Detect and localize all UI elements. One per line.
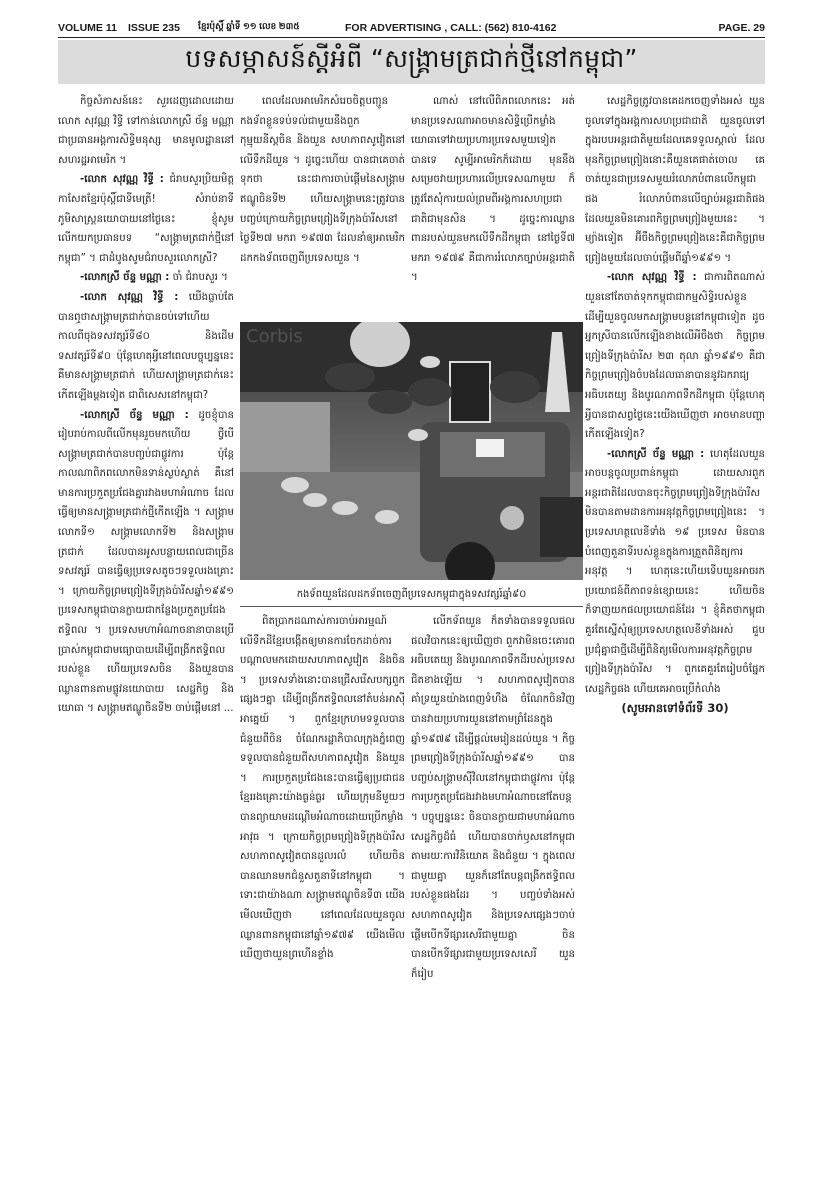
- column-2-bottom: [240, 612, 405, 965]
- speaker-label: -លោក សុវណ្ណ វិទ្ធី :: [80, 291, 179, 303]
- paragraph-text: ដូចខ្ញុំបានរៀបរាប់កាលពីលើកមុនរួចមកហើយ ថ្វីបើសង្គ្រាមត្រជាក់បានបញ្ចប់ជាផ្លូវការ ប៉ុន្តែកាលណាពិភពលោកមិនទាន់ស្ងប់ស្ងាត់ គឺនៅមានការប្រកួតប្រជែងគ្នារវាងមហាអំណាច ដែលធ្វើឲ្យមានសង្គ្រាមត្រជាក់ថ្មីកើតឡើង ។ សង្គ្រាមលោកទី១ សង្គ្រាមលោកទី២ និងសង្គ្រាមត្រជាក់ ដែលបានអូសបន្លាយពេលជាច្រើនទសវត្សរ៍ បានធ្វើឲ្យប្រទេសតូចៗទទួលរងគ្រោះ ។ ក្រោយកិច្ចព្រមព្រៀងទីក្រុងប៉ារីសឆ្នាំ១៩៩១ ប្រទេសកម្ពុជាបានក្លាយជាកន្លែងប្រកួតប្រជែងឥទ្ធិពល ។ ប្រទេសមហាអំណាចនានាបានប្រើប្រាស់កម្ពុជាជាមធ្យោបាយដើម្បីពង្រីកឥទ្ធិពលរបស់ខ្លួន ហើយប្រទេសចិន និងយួនបានឈ្លានពានតាមផ្លូវនយោបាយ សេដ្ឋកិច្ច និងយោធា ។ សង្គ្រាមឥណ្ឌូចិនទី២ ចាប់ផ្ដើមនៅ ...: [58, 409, 234, 715]
- column-3-bottom: [411, 612, 575, 984]
- paragraph-text: លើកទ័ពយួន ក៏តទាំងបានទទួលផល ផលវិបាកនេះឲ្យឃើញថា ពួកវាមិនចេះគោរពអធិបតេយ្យ និងបូរណភាពទឹកដីរបស់ប្រទេសជិតខាងឡើយ ។ សហភាពសូវៀតបានគាំទ្រយួនយ៉ាងពេញទំហឹង ចំណែកចិនវិញបានវាយប្រហារយួននៅតាមព្រំដែនក្នុងឆ្នាំ១៩៧៩ ដើម្បីផ្ដល់មេរៀនដល់យួន ។ កិច្ចព្រមព្រៀងទីក្រុងប៉ារីសឆ្នាំ១៩៩១ បានបញ្ចប់សង្គ្រាមស៊ីវិលនៅកម្ពុជាជាផ្លូវការ ប៉ុន្តែការប្រកួតប្រជែងរវាងមហាអំណាចនៅតែបន្ត ។ បច្ចុប្បន្ននេះ ចិនបានក្លាយជាមហាអំណាចសេដ្ឋកិច្ចដ៏ធំ ហើយបានចាក់ឫសនៅកម្ពុជា តាមរយៈការវិនិយោគ និងជំនួយ ។ ក្នុងពេលជាមួយគ្នា យួនក៏នៅតែបន្តពង្រីកឥទ្ធិពលរបស់ខ្លួនផងដែរ ។ បញ្ចប់ទាំងអស់ សហភាពសូវៀត និងប្រទេសផ្សេងៗចាប់ផ្ដើមបើកទីផ្សារសេរីជាមួយគ្នា ចិន បានបើកទីផ្សារជាមួយប្រទេសសេរី យួនក៏រៀប: [411, 616, 576, 980]
- paragraph: [585, 445, 765, 700]
- paragraph-text: ពិតប្រាកដណាស់ការចាប់អារម្មណ៍លើទឹកដីខ្មែរបង្កើតឲ្យមានការចែកដាច់ការបណ្ដាលមកដោយសហភាពសូវៀត និងចិន ។ ប្រទេសទាំងនោះបានជ្រើសរើសបក្សពួកផ្សេងៗគ្នា ដើម្បីពង្រីកឥទ្ធិពលនៅតំបន់អាស៊ីអាគ្នេយ៍ ។ ពួកខ្មែរក្រហមទទួលបានជំនួយពីចិន ចំណែករដ្ឋាភិបាលក្រុងភ្នំពេញទទួលបានជំនួយពីសហភាពសូវៀត និងយួន ។ ការប្រកួតប្រជែងនេះបានធ្វើឲ្យប្រជាជនខ្មែររងគ្រោះយ៉ាងធ្ងន់ធ្ងរ ហើយក្រុមនីមួយៗបានព្យាយាមដណ្ដើមអំណាចដោយប្រើកម្លាំងអាវុធ ។ ក្រោយកិច្ចព្រមព្រៀងទីក្រុងប៉ារីស សហភាពសូវៀតបានដួលរលំ ហើយចិនបានឈានមកជំនួសតួនាទីនៅកម្ពុជា ។ ទោះជាយ៉ាងណា សង្គ្រាមឥណ្ឌូចិនទី៣ យើងមើលឃើញថា នៅពេលដែលយួនចូលឈ្លានពានកម្ពុជានៅឆ្នាំ១៩៧៩ យើងមើលឃើញថាយួនព្រហើនខ្លាំង: [240, 616, 405, 961]
- paragraph-text: ជំរាបសួរប្រិយមិត្តកាសែតខ្មែរប៉ុស្ដិ៍ជាទីមេត្រី! សំរាប់នាទីភូមិសាស្ត្រនយោបាយនៅថ្ងៃនេះ ខ្ញុំសូមលើកយកប្រធានបទ “សង្គ្រាមត្រជាក់ថ្មីនៅកម្ពុជា” ។ ជាដំបូងសូមជំរាបសួរលោកស្រី?: [58, 174, 234, 264]
- column-2-top: [240, 92, 405, 268]
- title-banner: [58, 40, 765, 84]
- continued-note: (សូមអានទៅទំព័រទី 30): [621, 701, 729, 716]
- column-1: [58, 92, 234, 1162]
- paragraph-text: ណាស់ នៅលើពិភពលោកនេះ អត់មានប្រទេសណាអាចមានសិទ្ធិប្រើកម្លាំងយោធាទៅវាយប្រហារប្រទេសមួយទៀតបានទេ សូម្បីអាមេរិកក៏ដោយ មុននឹងសម្រេចវាយប្រហារលើប្រទេសណាមួយ ក៏ត្រូវតែសុំការយល់ព្រមពីអង្គការសហប្រជាជាតិជាមុនសិន ។ ដូច្នេះការឈ្លានពានរបស់យួនមកលើទឹកដីកម្ពុជា នៅថ្ងៃទី៧ មករា ១៩៧៩ គឺជាការរំលោភច្បាប់អន្តរជាតិ ។: [411, 96, 575, 284]
- paragraph: [58, 92, 234, 170]
- paragraph: [240, 92, 405, 268]
- paragraph: [585, 268, 765, 444]
- paragraph: [58, 288, 234, 406]
- volume-label: VOLUME 11: [58, 22, 117, 34]
- svg-text:Corbis: Corbis: [246, 326, 303, 347]
- advertising-contact: FOR ADVERTISING , CALL: (562) 810-4162: [345, 22, 557, 34]
- paragraph: [585, 92, 765, 268]
- paragraph: [58, 268, 234, 288]
- column-3-top: [411, 92, 575, 288]
- truck-soldiers-photo-icon: [240, 322, 583, 580]
- paragraph-text: កិច្ចសំភាសន៍នេះ សួរដេញដោលដោយលោក សុវណ្ណ វិទ្ធី ទៅកាន់លោកស្រី ច័ន្ទ មណ្ណា ជាប្រធានអង្គការសិទ្ធិមនុស្ស មានមូលដ្ឋាននៅសហរដ្ឋអាមេរិក ។: [58, 96, 234, 166]
- speaker-label: -លោកស្រី ច័ន្ទ មណ្ណា :: [607, 448, 705, 460]
- paragraph: [411, 612, 575, 984]
- speaker-label: -លោក សុវណ្ណ វិទ្ធី :: [80, 174, 164, 186]
- paragraph-text: ពេលដែលអាមេរិកសំរេចចិត្តបញ្ជូនកងទ័ពខ្លួនទប់ទល់ជាមួយនឹងពួកកុម្មុយនីស្តចិន និងយួន សហភាពសូវៀតនៅលើទឹកដីយួន ។ ដូច្នេះហើយ បានជាគេចាត់ទុកថា នេះជាការចាប់ផ្ដើមនៃសង្គ្រាមឥណ្ឌូចិនទី២ ហើយសង្គ្រាមនេះត្រូវបានបញ្ចប់ក្រោយកិច្ចព្រមព្រៀងទីក្រុងប៉ារីសនៅថ្ងៃទី២៧ មករា ១៩៧៣ ដែលនាំឲ្យអាមេរិកដកកងទ័ពចេញពីប្រទេសយួន ។: [240, 96, 405, 264]
- paragraph: [58, 406, 234, 720]
- paragraph-text: ហេតុដែលយួនអាចបន្តចូលប្រពាន់កម្ពុជា ដោយសារពួកអន្តរជាតិដែលបានចុះកិច្ចព្រមព្រៀងទីក្រុងប៉ារីសមិនបានតាមដានការអនុវត្តកិច្ចព្រមព្រៀងនេះ ។ ប្រទេសហត្ថលេខីទាំង ១៩ ប្រទេស មិនបានបំពេញតួនាទីរបស់ខ្លួនក្នុងការត្រួតពិនិត្យការអនុវត្ត ។ ហេតុនេះហើយទើបយួនអាចរកប្រយោជន៍ពីភាពទន់ខ្សោយនេះ ហើយចិនក៏ទាញយកផលប្រយោជន៍ដែរ ។ ខ្ញុំគិតថាកម្ពុជាគួរតែស្នើសុំឲ្យប្រទេសហត្ថលេខីទាំងអស់ ជួបប្រជុំគ្នាជាថ្មីដើម្បីពិនិត្យមើលការអនុវត្តកិច្ចព្រមព្រៀងទីក្រុងប៉ារីស ។ ពួកគេគួរតែរៀបចំផ្នែកសេដ្ឋកិច្ចផង ហើយគេអាចប្រើកំលាំង: [585, 448, 765, 695]
- paragraph-text: យើងធ្លាប់តែបានឮថាសង្គ្រាមត្រជាក់បានចប់ទៅហើយ កាលពីចុងទសវត្សរ៍ទី៨០ និងដើមទសវត្សរ៍ទី៩០ ប៉ុន្តែហេតុអ្វីនៅពេលបច្ចុប្បន្ននេះ គឺមានសង្គ្រាមត្រជាក់ ហើយសង្គ្រាមត្រជាក់នេះកើតឡើងម្ដងទៀត ជាពិសេសនៅកម្ពុជា?: [58, 291, 234, 401]
- paragraph: [411, 92, 575, 288]
- paragraph: [240, 612, 405, 965]
- paragraph-text: ចាំ ជំរាបសួរ ។: [169, 272, 228, 284]
- paragraph-text: ជាការពិតណាស់ យួននៅតែចាត់ទុកកម្ពុជាជាកម្មសិទ្ធិរបស់ខ្លួន ដើម្បីយួនចូលមកសង្គ្រាមបន្តនៅកម្ពុជាទៀត ដូចអ្នកស្រីបានលើកឡើងខាងលើអីចឹងថា កិច្ចព្រមព្រៀងទីក្រុងប៉ារីស ២៣ តុលា ឆ្នាំ១៩៩១ គឺជាកិច្ចព្រមព្រៀងចំបងដែលធានាបាននូវឯករាជ្យ អធិបតេយ្យ និងបូរណភាពទឹកដីកម្ពុជា ប៉ុន្តែហេតុអ្វីបានជាសព្វថ្ងៃនេះយើងឃើញថា អាចមានបញ្ហាកើតឡើងទៀត?: [585, 272, 765, 441]
- paragraph: [58, 170, 234, 268]
- column-4: [585, 92, 765, 1162]
- page-number: PAGE. 29: [718, 22, 765, 34]
- speaker-label: -លោកស្រី ច័ន្ទ មណ្ណា :: [80, 409, 189, 421]
- speaker-label: -លោក សុវណ្ណ វិទ្ធី :: [607, 272, 697, 284]
- paragraph-text: សេដ្ឋកិច្ចត្រូវបានគេដកចេញទាំងអស់ យួនចូលទៅក្នុងអង្គការសហប្រជាជាតិ យួនចូលទៅក្នុងរបបអន្តរជាតិមួយដែលគេទទួលស្គាល់ ដែលមុនកិច្ចព្រមព្រៀងនោះគឺយួនគេផាត់ចោល គេចាត់យួនជាប្រទេសមួយរំលោភបំពានលើកម្ពុជា ផង រំលោភបំពានលើច្បាប់អន្តរជាតិផង ដែលយួនមិនគោរពកិច្ចព្រមព្រៀងមួយនេះ ។ ម្យ៉ាងទៀត អ៊ីចឹងកិច្ចព្រមព្រៀងនេះគឺជាកិច្ចព្រមព្រៀងមួយដែលចាប់ផ្ដើមពីឆ្នាំ១៩៩១ ។: [585, 96, 765, 264]
- photo-caption: កងទ័ពយួនដែលដកទ័ពចេញពីប្រទេសកម្ពុជាក្នុងទសវត្សរ៍ឆ្នាំ៩០: [240, 584, 583, 607]
- page-header: [58, 18, 765, 38]
- khmer-issue-label: ខ្មែរប៉ុស្ដិ៍ ឆ្នាំទី ១១ លេខ ២៣៥: [198, 21, 300, 31]
- article-photo: [240, 322, 583, 580]
- speaker-label: -លោកស្រី ច័ន្ទ មណ្ណា :: [80, 272, 170, 284]
- issue-label: ISSUE 235: [128, 22, 180, 34]
- article-title: បទសម្ភាសន៍ស្ដីអំពី “សង្គ្រាមត្រជាក់ថ្មីនៅកម្ពុជា”: [185, 44, 638, 73]
